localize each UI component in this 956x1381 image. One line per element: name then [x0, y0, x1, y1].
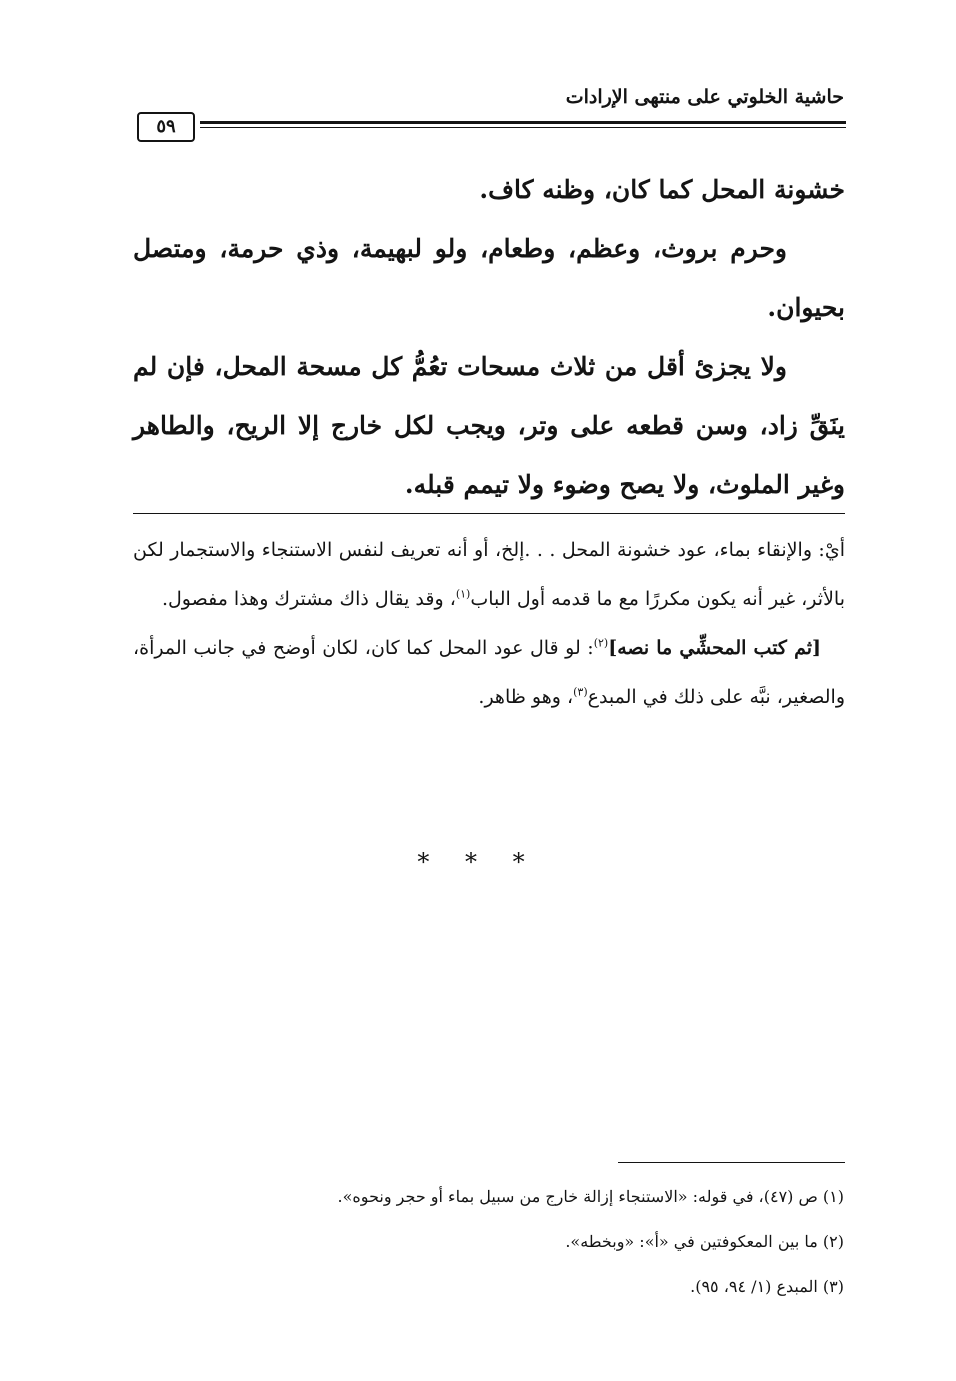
- commentary-separator: [133, 513, 845, 514]
- header-rule-thin: [200, 127, 846, 128]
- main-text-paragraph: وحرم بروث، وعظم، وطعام، ولو لبهيمة، وذي حرمة، ومتصل بحيوان.: [133, 234, 845, 322]
- page-number-box: ٥٩: [137, 112, 195, 142]
- commentary-text-run: : لو قال عود المحل كما كان، لكان أوضح في جانب المرأة، والصغير، نبَّه على ذلك في المبدع: [133, 637, 845, 708]
- commentary-text: [133, 526, 845, 722]
- commentary-paragraph: [133, 526, 845, 624]
- footnote: (١) ص (٤٧)، في قوله: «الاستنجاء إزالة خارج من سبيل بماء أو حجر ونحوه».: [337, 1187, 844, 1206]
- footnotes: [132, 1174, 844, 1309]
- footnote: (٢) ما بين المعكوفتين في «أ»: «وبخطه».: [565, 1232, 844, 1251]
- footnote: (٣) المبدع (١/ ٩٤، ٩٥).: [690, 1277, 844, 1296]
- section-stars: * * *: [417, 848, 539, 876]
- main-text: [133, 160, 845, 514]
- footnote-reference: (١): [455, 587, 471, 601]
- footnote-reference: (٣): [573, 685, 588, 699]
- footnote-rule: [618, 1162, 845, 1163]
- commentary-text-run: أيْ: والإنقاء بماء، عود خشونة المحل . . .إلخ، أو أنه تعريف لنفس الاستنجاء والاستجمار لكن بالأثر، غير أنه يكون مكررًا مع ما قدمه أول الباب: [133, 539, 845, 610]
- main-text-paragraph: ولا يجزئ أقل من ثلاث مسحات تعُمُّ كل مسحة المحل، فإن لم ينَقِّ زاد، وسن قطعه على وتر، ويجب لكل خارج إلا الريح، والطاهر وغير الملوث، ولا يصح وضوء ولا تيمم قبله.: [133, 352, 845, 499]
- commentary-bold-quote: [ثم كتب المحشِّي ما نصه]: [608, 637, 821, 659]
- running-header-title: حاشية الخلوتي على منتهى الإرادات: [565, 86, 844, 108]
- commentary-text-run: ، وهو ظاهر.: [478, 686, 574, 708]
- commentary-paragraph: [133, 624, 845, 722]
- commentary-text-run: ، وقد يقال ذاك مشترك وهذا مفصول.: [161, 588, 456, 610]
- footnote-reference: (٢): [593, 636, 609, 650]
- header-rule: [200, 121, 846, 124]
- main-text-paragraph: خشونة المحل كما كان، وظنه كاف.: [479, 175, 845, 204]
